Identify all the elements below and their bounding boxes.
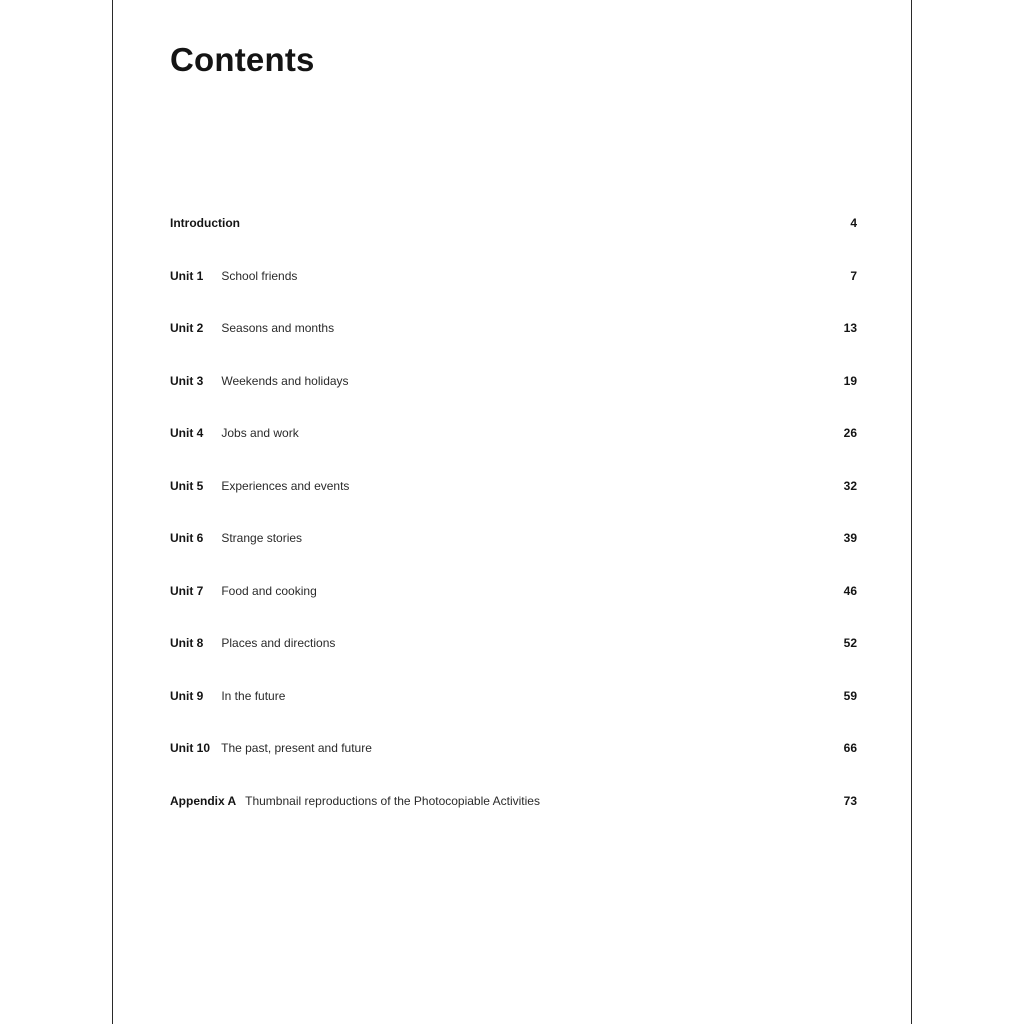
toc-entry-page-number: 13 xyxy=(843,321,857,335)
toc-entry-page-number: 19 xyxy=(843,373,857,388)
toc-entry-page-number: 52 xyxy=(843,636,857,650)
toc-entry-label: Unit 3 xyxy=(170,373,204,388)
toc-entry-label: Unit 8 xyxy=(170,636,204,650)
toc-entry-title: Strange stories xyxy=(221,531,303,545)
toc-entry-unit-9[interactable] xyxy=(170,686,857,739)
toc-entry-page-number: 73 xyxy=(843,793,857,808)
toc-entry-unit-7[interactable] xyxy=(170,581,857,634)
document-page xyxy=(112,0,912,1024)
toc-entry-label: Unit 2 xyxy=(170,321,204,335)
page-title: Contents xyxy=(170,41,315,78)
toc-entry-page-number: 4 xyxy=(850,216,857,230)
toc-entry-unit-10[interactable] xyxy=(170,738,857,791)
toc-entry-unit-1[interactable] xyxy=(170,266,857,319)
toc-entry-title: School friends xyxy=(221,268,298,283)
toc-entry-title: Thumbnail reproductions of the Photocopiable Activities xyxy=(245,793,540,808)
toc-entry-label: Unit 6 xyxy=(170,531,204,545)
toc-entry-title: The past, present and future xyxy=(221,741,372,755)
toc-entry-introduction[interactable] xyxy=(170,213,857,266)
toc-entry-page-number: 66 xyxy=(843,741,857,755)
toc-entry-label: Unit 10 xyxy=(170,741,211,755)
toc-entry-label: Appendix A xyxy=(170,793,237,808)
toc-entry-unit-4[interactable] xyxy=(170,423,857,476)
toc-entry-unit-5[interactable] xyxy=(170,476,857,529)
toc-entry-label: Unit 9 xyxy=(170,688,204,703)
toc-entry-title: Food and cooking xyxy=(221,583,317,598)
toc-entry-title: Places and directions xyxy=(221,636,336,650)
toc-entry-label: Introduction xyxy=(170,216,240,230)
toc-entry-unit-6[interactable] xyxy=(170,528,857,581)
toc-entry-title: Jobs and work xyxy=(221,426,299,440)
toc-entry-label: Unit 4 xyxy=(170,426,204,440)
toc-entry-page-number: 39 xyxy=(843,531,857,545)
toc-entry-page-number: 46 xyxy=(843,583,857,598)
toc-entry-title: In the future xyxy=(221,688,286,703)
toc-entry-page-number: 26 xyxy=(843,426,857,440)
toc-entry-unit-3[interactable] xyxy=(170,371,857,424)
toc-entry-page-number: 32 xyxy=(843,478,857,493)
toc-entry-title: Seasons and months xyxy=(221,321,335,335)
toc-entry-appendix-a[interactable] xyxy=(170,791,857,844)
toc-entry-page-number: 59 xyxy=(843,688,857,703)
table-of-contents xyxy=(170,213,857,843)
toc-entry-label: Unit 5 xyxy=(170,478,204,493)
toc-entry-label: Unit 7 xyxy=(170,583,204,598)
toc-entry-title: Weekends and holidays xyxy=(221,373,349,388)
toc-entry-unit-8[interactable] xyxy=(170,633,857,686)
toc-entry-label: Unit 1 xyxy=(170,268,204,283)
toc-entry-page-number: 7 xyxy=(850,268,857,283)
toc-entry-title: Experiences and events xyxy=(221,478,350,493)
toc-entry-unit-2[interactable] xyxy=(170,318,857,371)
